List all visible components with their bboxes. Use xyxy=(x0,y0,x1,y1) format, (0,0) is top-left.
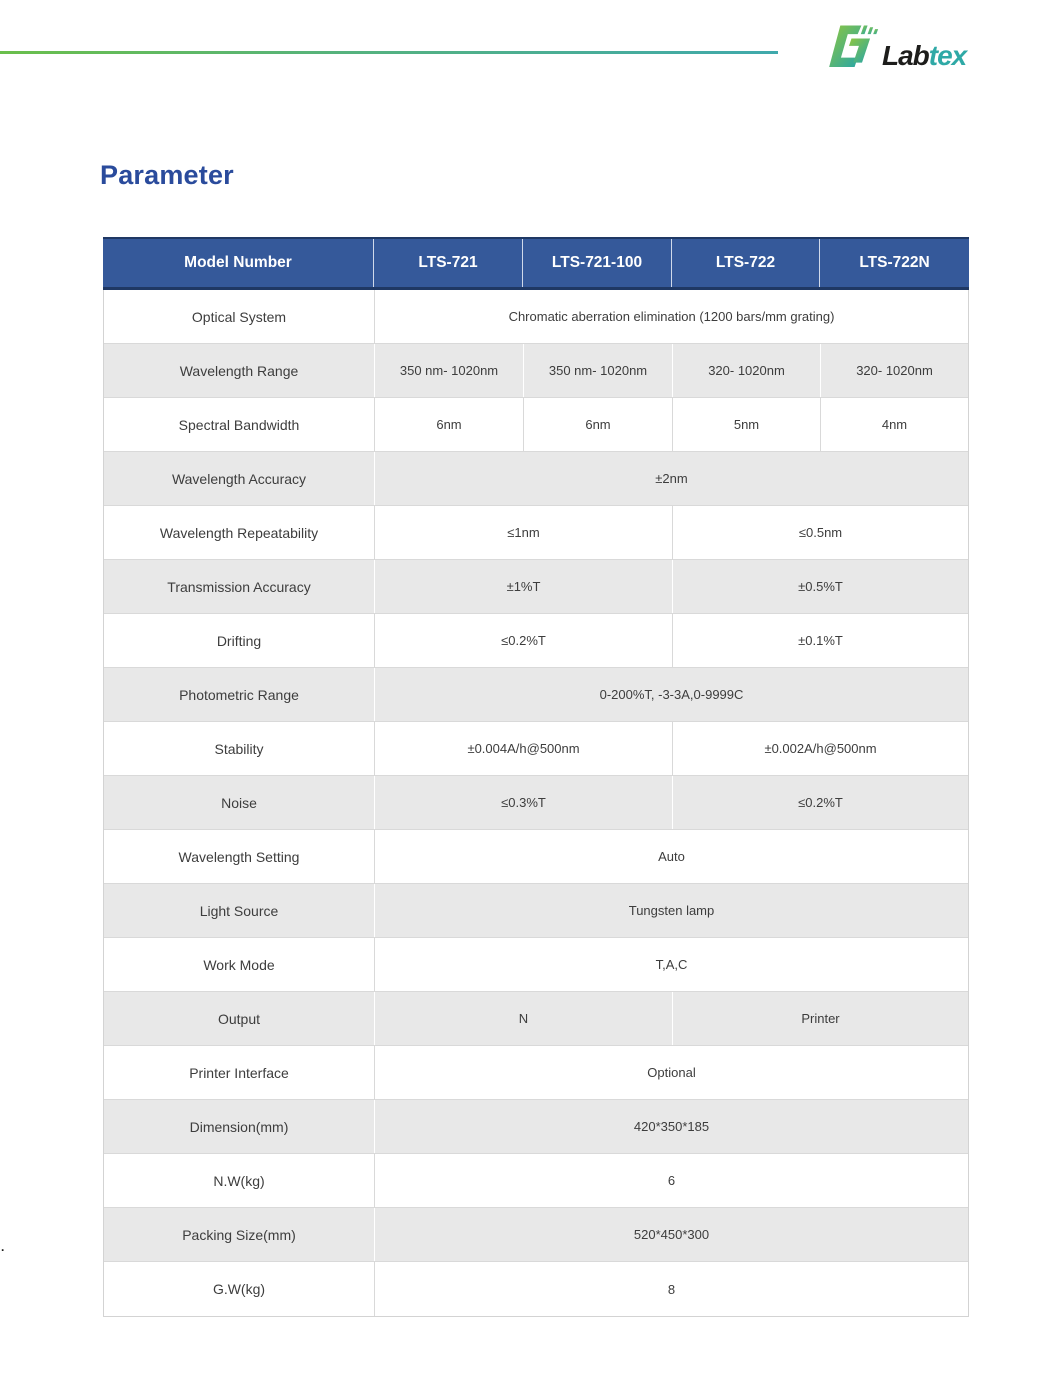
row-value: 320- 1020nm xyxy=(820,344,968,397)
row-value: Chromatic aberration elimination (1200 bars/mm grating) xyxy=(374,290,968,343)
row-value: 8 xyxy=(374,1262,968,1316)
header-lts-722n: LTS-722N xyxy=(819,239,969,287)
row-value: 6nm xyxy=(374,398,523,451)
parameter-table xyxy=(103,237,969,1317)
logo xyxy=(818,16,988,82)
logo-text-lab: Lab xyxy=(882,40,929,71)
row-label: Work Mode xyxy=(203,956,275,973)
row-value: Printer xyxy=(672,992,968,1045)
row-value: Tungsten lamp xyxy=(374,884,968,937)
table-row-wavelength-range xyxy=(104,344,968,398)
row-value: 420*350*185 xyxy=(374,1100,968,1153)
table-row-drifting xyxy=(104,614,968,668)
table-row-gross-weight xyxy=(104,1262,968,1316)
row-label: Packing Size(mm) xyxy=(182,1226,296,1243)
row-value: ≤0.2%T xyxy=(374,614,672,667)
row-label: N.W(kg) xyxy=(213,1172,265,1189)
row-value: 6nm xyxy=(523,398,672,451)
row-value: 320- 1020nm xyxy=(672,344,820,397)
top-accent-line xyxy=(0,51,778,54)
row-value: 4nm xyxy=(820,398,968,451)
row-value: ≤1nm xyxy=(374,506,672,559)
row-label: Dimension(mm) xyxy=(189,1118,289,1135)
table-row-dimension xyxy=(104,1100,968,1154)
row-label: Light Source xyxy=(199,902,279,919)
row-label: G.W(kg) xyxy=(212,1281,266,1297)
row-label: Wavelength Setting xyxy=(178,848,300,865)
row-value: ±1%T xyxy=(374,560,672,613)
table-row-spectral-bandwidth xyxy=(104,398,968,452)
row-label: Spectral Bandwidth xyxy=(178,416,300,433)
row-label: Optical System xyxy=(191,308,287,325)
table-row-photometric-range xyxy=(104,668,968,722)
table-row-noise xyxy=(104,776,968,830)
row-value: 5nm xyxy=(672,398,820,451)
table-row-stability xyxy=(104,722,968,776)
row-value: ±0.5%T xyxy=(672,560,968,613)
table-row-packing-size xyxy=(104,1208,968,1262)
table-row-optical-system xyxy=(104,290,968,344)
row-value: 6 xyxy=(374,1154,968,1207)
row-value: 520*450*300 xyxy=(374,1208,968,1261)
row-value: ≤0.5nm xyxy=(672,506,968,559)
page-title: Parameter xyxy=(100,160,234,190)
table-row-wavelength-repeatability xyxy=(104,506,968,560)
stray-dot: . xyxy=(1,1240,5,1254)
logo-wordmark xyxy=(882,40,966,72)
row-label: Stability xyxy=(214,740,264,757)
row-label: Noise xyxy=(221,794,257,811)
header-lts-721-100: LTS-721-100 xyxy=(522,239,671,287)
row-value: 350 nm- 1020nm xyxy=(523,344,672,397)
row-value: 0-200%T, -3-3A,0-9999C xyxy=(374,668,968,721)
table-row-output xyxy=(104,992,968,1046)
table-header-row xyxy=(103,237,969,290)
row-value: ±0.004A/h@500nm xyxy=(374,722,672,775)
row-label: Transmission Accuracy xyxy=(167,578,311,595)
row-label: Wavelength Accuracy xyxy=(171,470,307,487)
table-row-light-source xyxy=(104,884,968,938)
row-value: 350 nm- 1020nm xyxy=(374,344,523,397)
row-value: Optional xyxy=(374,1046,968,1099)
table-row-net-weight xyxy=(104,1154,968,1208)
logo-text-tex: tex xyxy=(928,40,967,71)
header-lts-722: LTS-722 xyxy=(671,239,819,287)
table-row-wavelength-accuracy xyxy=(104,452,968,506)
row-label: Output xyxy=(217,1010,261,1027)
table-body xyxy=(103,290,969,1317)
row-value: ±0.002A/h@500nm xyxy=(672,722,968,775)
table-row-printer-interface xyxy=(104,1046,968,1100)
table-row-work-mode xyxy=(104,938,968,992)
row-label: Printer Interface xyxy=(189,1064,289,1081)
row-value: ≤0.3%T xyxy=(374,776,672,829)
row-value: ≤0.2%T xyxy=(672,776,968,829)
table-row-transmission-accuracy xyxy=(104,560,968,614)
row-label: Wavelength Range xyxy=(179,362,299,379)
row-value: T,A,C xyxy=(374,938,968,991)
row-label: Photometric Range xyxy=(179,686,299,703)
table-row-wavelength-setting xyxy=(104,830,968,884)
row-value: N xyxy=(374,992,672,1045)
row-value: ±2nm xyxy=(374,452,968,505)
row-label: Wavelength Repeatability xyxy=(159,524,319,541)
labtex-logo-icon xyxy=(818,18,880,80)
row-value: Auto xyxy=(374,830,968,883)
header-lts-721: LTS-721 xyxy=(373,239,522,287)
header-model-number: Model Number xyxy=(184,254,292,271)
row-label: Drifting xyxy=(216,632,262,649)
row-value: ±0.1%T xyxy=(672,614,968,667)
